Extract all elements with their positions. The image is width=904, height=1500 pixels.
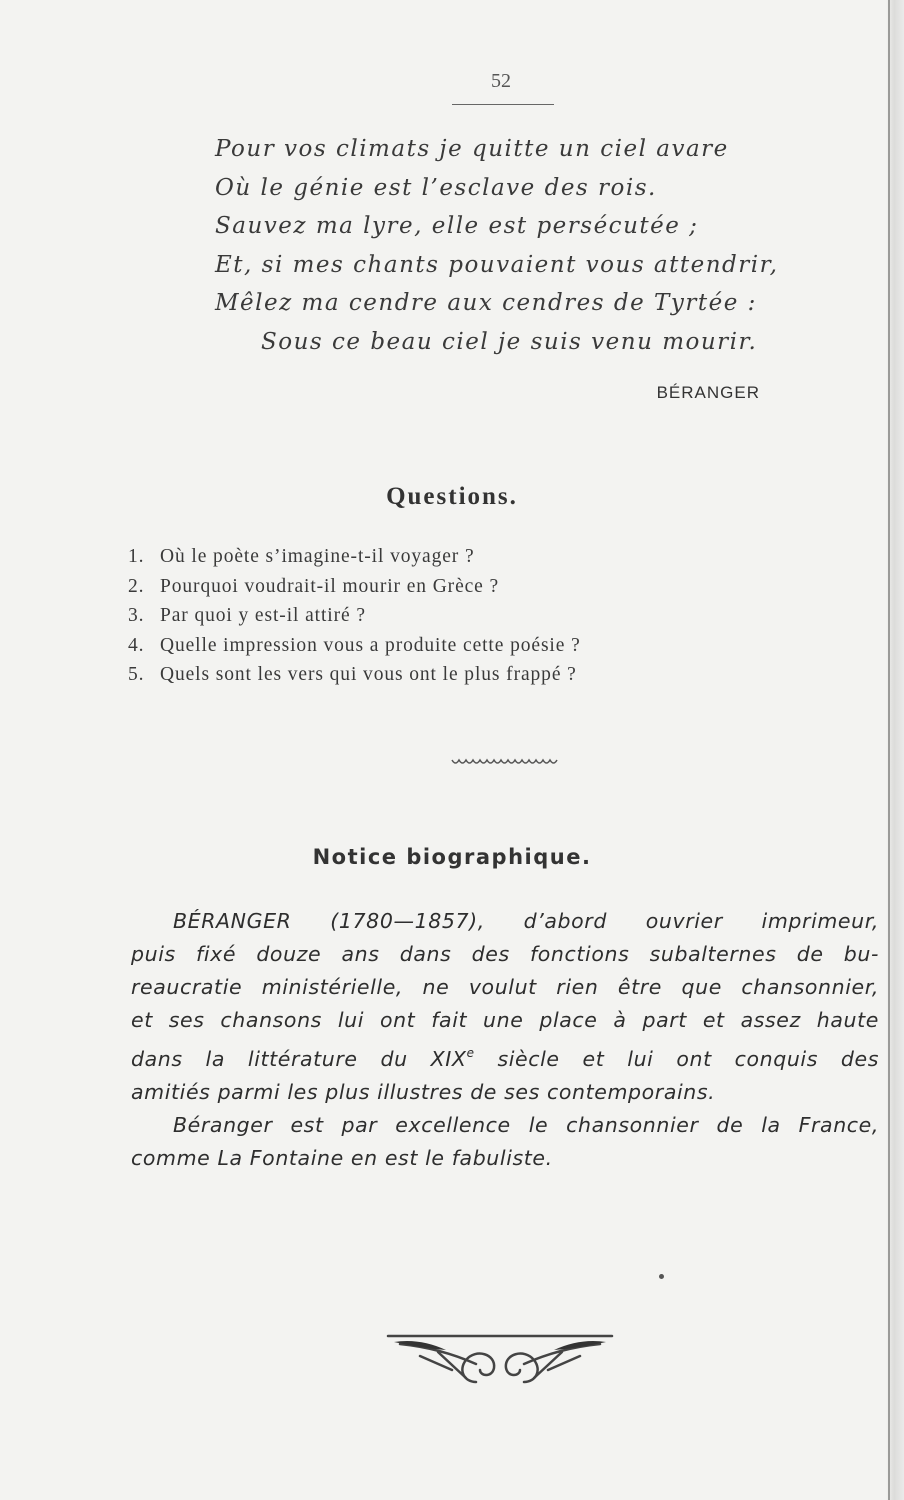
page-number: 52 xyxy=(491,70,511,92)
notice-line: puis fixé douze ans dans des fonctions subalternes de bu- xyxy=(131,942,879,966)
notice-line: et ses chansons lui ont fait une place à part et assez haute xyxy=(131,1008,879,1032)
question-item xyxy=(128,572,788,602)
question-item xyxy=(128,601,788,631)
question-number: 4. xyxy=(128,634,145,656)
notice-line: reaucratie ministérielle, ne voulut rien être que chansonnier, xyxy=(131,975,879,999)
notice-line: Béranger est par excellence le chansonnier de la France, xyxy=(173,1113,879,1137)
poem-stanza xyxy=(215,130,835,361)
poem-line: Pour vos climats je quitte un ciel avare xyxy=(215,136,729,162)
question-text: Où le poète s’imagine-t-il voyager ? xyxy=(160,546,475,567)
question-text: Quels sont les vers qui vous ont le plus frappé ? xyxy=(160,664,577,685)
poem-author: BÉRANGER xyxy=(656,383,760,402)
scroll-ornament-icon xyxy=(380,1330,620,1392)
question-number: 5. xyxy=(128,664,145,685)
notice-line: BÉRANGER (1780—1857), d’abord ouvrier imprimeur, xyxy=(173,909,879,933)
question-text: Par quoi y est-il attiré ? xyxy=(160,605,366,626)
question-text: Quelle impression vous a produite cette poésie ? xyxy=(160,634,581,656)
notice-text: siècle et lui ont conquis des xyxy=(474,1047,880,1071)
question-number: 1. xyxy=(128,546,145,567)
poem-line: Sous ce beau ciel je suis venu mourir. xyxy=(261,328,758,355)
question-number: 2. xyxy=(128,575,145,597)
question-text: Pourquoi voudrait-il mourir en Grèce ? xyxy=(160,575,500,597)
question-item xyxy=(128,660,788,690)
poem-line: Sauvez ma lyre, elle est persécutée ; xyxy=(215,213,699,239)
poem-line: Mêlez ma cendre aux cendres de Tyrtée : xyxy=(215,290,757,316)
page-number-rule xyxy=(452,104,554,105)
notice-text: dans la littérature du XIX xyxy=(131,1047,467,1071)
notice-heading: Notice biographique. xyxy=(312,845,592,869)
poem-line: Et, si mes chants pouvaient vous attendrir, xyxy=(215,251,779,278)
page-edge-line xyxy=(888,0,890,1500)
question-item xyxy=(128,631,788,661)
notice-line: comme La Fontaine en est le fabuliste. xyxy=(131,1146,553,1170)
wavy-divider-icon xyxy=(450,755,558,771)
ink-speck xyxy=(659,1274,664,1279)
biographical-notice xyxy=(131,905,879,1175)
notice-line xyxy=(131,1037,879,1076)
questions-heading: Questions. xyxy=(386,483,518,510)
question-number: 3. xyxy=(128,605,145,626)
century-superscript: e xyxy=(466,1046,475,1060)
question-item xyxy=(128,542,788,572)
notice-line: amitiés parmi les plus illustres de ses contemporains. xyxy=(131,1080,716,1104)
questions-list xyxy=(128,542,788,690)
poem-line: Où le génie est l’esclave des rois. xyxy=(215,174,657,201)
